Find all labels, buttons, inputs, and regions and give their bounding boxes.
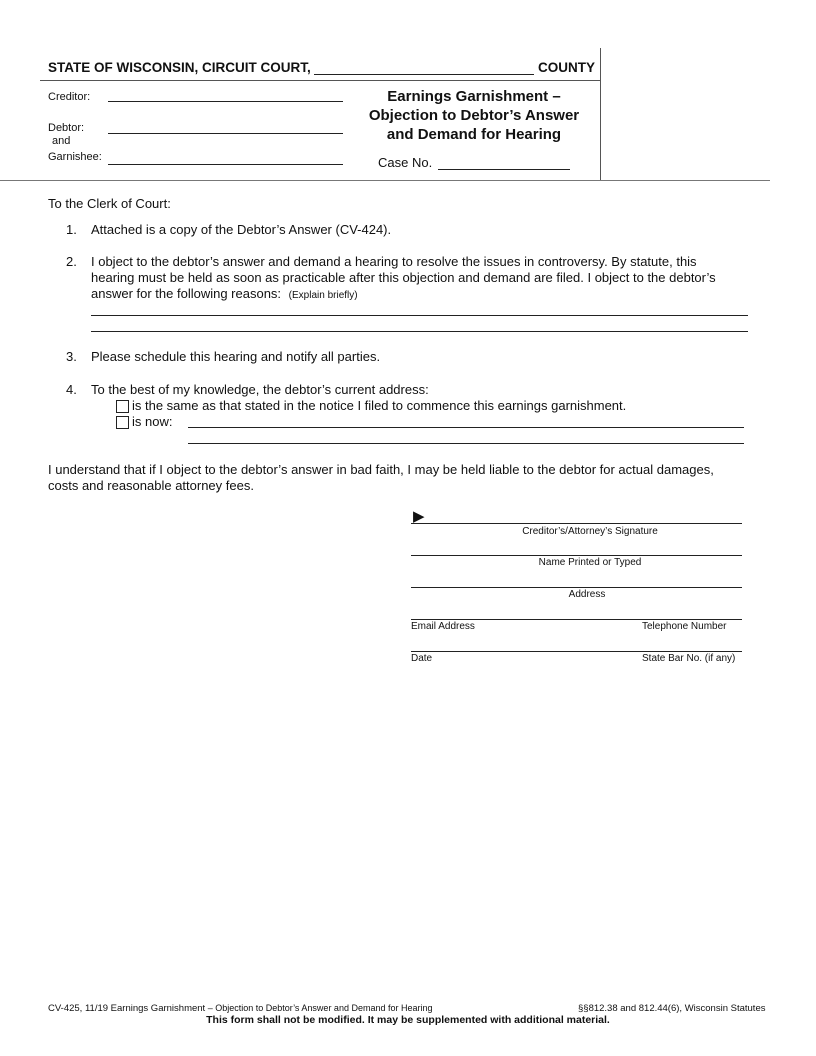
email-label: Email Address	[411, 621, 475, 632]
case-no-field[interactable]	[438, 169, 570, 170]
footer-form-info	[48, 1003, 433, 1014]
item-2-line-2: hearing must be held as soon as practicable after this objection and demand are filed. I object to the debtor’s	[91, 270, 716, 285]
new-address-field-2[interactable]	[188, 443, 744, 444]
county-field[interactable]	[314, 74, 534, 75]
item-4-number: 4.	[66, 382, 77, 397]
date-bar-field[interactable]	[411, 651, 742, 652]
new-address-label: is now:	[132, 414, 173, 429]
signature-arrow-icon: ▶	[413, 508, 425, 525]
name-label: Name Printed or Typed	[538, 557, 642, 568]
phone-label: Telephone Number	[642, 621, 727, 632]
item-1-text: Attached is a copy of the Debtor’s Answer (CV-424).	[91, 222, 392, 237]
footer-notice: This form shall not be modified. It may be supplemented with additional material.	[206, 1014, 610, 1026]
case-no-label: Case No.	[378, 155, 433, 170]
address-label: Address	[568, 589, 606, 600]
item-2-line-3	[91, 286, 358, 304]
bad-faith-line-1: I understand that if I object to the debtor’s answer in bad faith, I may be held liable to the debtor for actual damages,	[48, 462, 714, 477]
item-1-number: 1.	[66, 222, 77, 237]
date-label: Date	[411, 653, 433, 664]
item-2-number: 2.	[66, 254, 77, 269]
title-line-2: Objection to Debtor’s Answer	[368, 107, 580, 124]
bar-number-label: State Bar No. (if any)	[642, 653, 736, 664]
state-court-label: STATE OF WISCONSIN, CIRCUIT COURT,	[48, 60, 311, 75]
email-phone-field[interactable]	[411, 619, 742, 620]
item-2-line-1: I object to the debtor’s answer and demand a hearing to resolve the issues in controversy. By statute, this	[91, 254, 697, 269]
signature-field[interactable]	[411, 523, 742, 524]
new-address-field-1[interactable]	[188, 427, 744, 428]
bad-faith-line-2: costs and reasonable attorney fees.	[48, 478, 254, 493]
address-field[interactable]	[411, 587, 742, 588]
reasons-field-1[interactable]	[91, 315, 748, 316]
new-address-checkbox[interactable]	[116, 416, 129, 429]
reasons-field-2[interactable]	[91, 331, 748, 332]
garnishee-field[interactable]	[108, 164, 343, 165]
item-3-number: 3.	[66, 349, 77, 364]
debtor-field[interactable]	[108, 133, 343, 134]
salutation: To the Clerk of Court:	[48, 196, 171, 211]
footer-form-title: – Objection to Debtor’s Answer and Demand for Hearing	[205, 1003, 433, 1013]
form-title	[352, 87, 596, 144]
name-field[interactable]	[411, 555, 742, 556]
header-divider	[40, 80, 600, 81]
footer-form-id: CV-425, 11/19 Earnings Garnishment	[48, 1003, 206, 1014]
item-3-text: Please schedule this hearing and notify all parties.	[91, 349, 381, 364]
header-vertical-rule	[600, 48, 601, 180]
footer-statutes: §§812.38 and 812.44(6), Wisconsin Statutes	[578, 1003, 766, 1014]
creditor-field[interactable]	[108, 101, 343, 102]
item-4-text: To the best of my knowledge, the debtor’s current address:	[91, 382, 429, 397]
header-bottom-rule	[0, 180, 770, 181]
same-address-label: is the same as that stated in the notice I filed to commence this earnings garnishment.	[132, 398, 627, 413]
item-2-line-3-text: answer for the following reasons:	[91, 286, 282, 301]
debtor-label: Debtor:	[48, 122, 85, 134]
county-label: COUNTY	[538, 60, 595, 75]
same-address-checkbox[interactable]	[116, 400, 129, 413]
explain-briefly-label: (Explain briefly)	[288, 290, 358, 301]
title-line-3: and Demand for Hearing	[386, 126, 562, 143]
creditor-label: Creditor:	[48, 91, 91, 103]
title-line-1: Earnings Garnishment –	[387, 88, 561, 105]
and-label: and	[52, 135, 71, 147]
signature-label: Creditor’s/Attorney’s Signature	[522, 526, 658, 537]
garnishee-label: Garnishee:	[48, 151, 102, 163]
